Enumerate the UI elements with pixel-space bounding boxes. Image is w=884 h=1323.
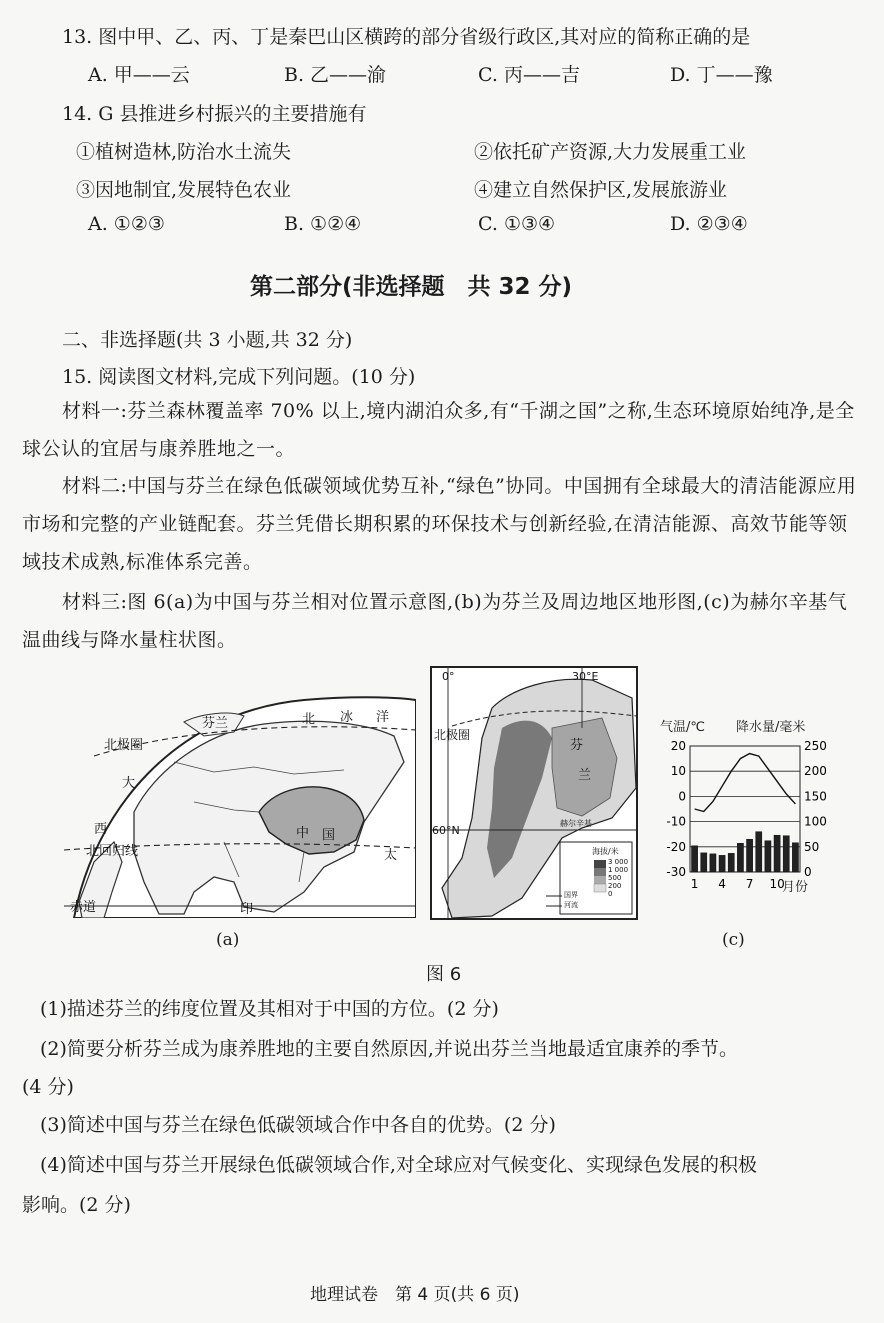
map-a-label-da: 大	[122, 776, 136, 791]
precip-bar	[774, 835, 780, 872]
q13-option-a[interactable]: A. 甲——云	[88, 64, 190, 86]
map-a-svg	[64, 692, 416, 918]
temperature-line	[695, 754, 796, 812]
page-footer: 地理试卷 第 4 页(共 6 页)	[310, 1285, 520, 1305]
precip-bar	[747, 839, 753, 872]
map-b-label-0: 0°	[442, 670, 455, 683]
figure-6a-label: (a)	[216, 930, 240, 950]
chart-ytick-right: 250	[804, 739, 827, 753]
chart-xtick: 10	[769, 877, 785, 891]
map-a-label-arctic-circle: 北极圈	[104, 738, 144, 753]
chart-ytick-left: -20	[666, 839, 686, 854]
q14-item-3: ③因地制宜,发展特色农业	[76, 179, 292, 201]
q14-option-b[interactable]: B. ①②④	[284, 213, 362, 235]
q13-option-c[interactable]: C. 丙——吉	[478, 64, 580, 86]
figure-caption: 图 6	[426, 964, 462, 985]
legend-level-500: 500	[608, 874, 622, 882]
map-a-label-xi: 西	[94, 822, 108, 837]
precip-bar	[792, 843, 798, 872]
precip-bar	[728, 853, 734, 872]
sub-question-4-points: 影响。(2 分)	[22, 1194, 131, 1216]
material-3: 材料三:图 6(a)为中国与芬兰相对位置示意图,(b)为芬兰及周边地区地形图,(c)为赫尔辛基气温曲线与降水量柱状图。	[22, 591, 848, 651]
map-a-label-ocean: 洋	[376, 710, 390, 725]
chart-xtick: 7	[745, 877, 754, 891]
map-b-label-helsinki: 赫尔辛基	[560, 819, 592, 828]
precip-bar	[783, 836, 789, 872]
precip-bar	[719, 855, 725, 872]
legend-swatch-500	[594, 876, 606, 884]
legend-swatch-200	[594, 884, 606, 892]
map-a-label-tai: 太	[384, 848, 398, 863]
precip-bar	[765, 841, 771, 872]
q14-item-1: ①植树造林,防治水土流失	[76, 141, 292, 163]
map-a-label-ice: 冰	[340, 710, 354, 725]
map-a-label-zhong: 中	[296, 826, 310, 841]
figure-6c-chart	[650, 710, 870, 900]
map-b-label-fen: 芬	[570, 738, 584, 753]
climate-chart-svg	[650, 710, 870, 900]
sub-question-2: (2)简要分析芬兰成为康养胜地的主要自然原因,并说出芬兰当地最适宜康养的季节。	[40, 1038, 738, 1060]
chart-xtick: 4	[718, 877, 726, 891]
sub-question-4: (4)简述中国与芬兰开展绿色低碳领域合作,对全球应对气候变化、实现绿色发展的积极	[40, 1154, 757, 1176]
legend-level-3000: 3 000	[608, 858, 629, 866]
map-b-label-lan: 兰	[578, 768, 592, 783]
q13-option-d[interactable]: D. 丁——豫	[670, 64, 773, 86]
figure-6a-map	[64, 692, 416, 918]
map-b-label-30e: 30°E	[572, 670, 599, 683]
map-a-label-tropic: 北回归线	[86, 844, 139, 859]
figure-6b-map	[430, 666, 638, 920]
chart-ytick-right: 150	[804, 789, 827, 804]
q14-stem: 14. G 县推进乡村振兴的主要措施有	[62, 103, 367, 125]
q15-stem: 15. 阅读图文材料,完成下列问题。(10 分)	[62, 366, 416, 388]
legend-swatch-1000	[594, 868, 606, 876]
map-a-label-yin: 印	[240, 902, 254, 917]
chart-ytick-left: 10	[670, 764, 686, 779]
chart-xlabel: 月份	[782, 880, 809, 895]
chart-ytick-left: 0	[678, 789, 686, 804]
legend-river-label: 河流	[564, 901, 578, 909]
sub-question-3: (3)简述中国与芬兰在绿色低碳领域合作中各自的优势。(2 分)	[40, 1114, 556, 1136]
part2-title: 第二部分(非选择题 共 32 分)	[250, 274, 573, 300]
q14-option-c[interactable]: C. ①③④	[478, 213, 556, 235]
chart-ytick-left: -30	[666, 865, 686, 879]
sub-question-2-points: (4 分)	[22, 1076, 74, 1098]
map-b-svg	[432, 668, 636, 918]
q14-option-a[interactable]: A. ①②③	[88, 213, 165, 235]
chart-xtick: 1	[690, 877, 699, 891]
section-heading: 二、非选择题(共 3 小题,共 32 分)	[62, 329, 353, 351]
legend-level-0: 0	[608, 890, 613, 898]
legend-level-1000: 1 000	[608, 866, 629, 874]
chart-ytick-left: 20	[670, 739, 686, 753]
map-b-label-60n: 60°N	[432, 824, 460, 837]
chart-ytick-right: 200	[804, 764, 827, 779]
chart-ylabel-left: 气温/℃	[660, 720, 705, 735]
precip-bar	[737, 843, 743, 872]
chart-ytick-left: -10	[666, 814, 686, 829]
map-a-label-guo: 国	[322, 828, 336, 843]
q14-item-2: ②依托矿产资源,大力发展重工业	[474, 141, 747, 163]
chart-ytick-right: 0	[804, 865, 812, 879]
map-a-label-equator: 赤道	[70, 900, 97, 915]
map-a-label-finland: 芬兰	[202, 716, 229, 731]
precip-bar	[701, 853, 707, 872]
chart-ytick-right: 50	[804, 839, 820, 854]
map-a-label-north: 北	[302, 712, 316, 727]
precip-bar	[710, 854, 716, 872]
chart-ytick-right: 100	[804, 814, 827, 829]
q14-option-d[interactable]: D. ②③④	[670, 213, 748, 235]
legend-swatch-3000	[594, 860, 606, 868]
material-2: 材料二:中国与芬兰在绿色低碳领域优势互补,“绿色”协同。中国拥有全球最大的清洁能源应用市场和完整的产业链配套。芬兰凭借长期积累的环保技术与创新经验,在清洁能源、高效节能等领域技术成熟,标准体系完善。	[22, 475, 857, 573]
map-b-label-arctic: 北极圈	[434, 728, 471, 742]
map-b-legend-title: 海拔/米	[592, 847, 619, 856]
q13-stem: 13. 图中甲、乙、丙、丁是秦巴山区横跨的部分省级行政区,其对应的简称正确的是	[62, 26, 751, 48]
precip-bar	[756, 832, 762, 872]
q14-item-4: ④建立自然保护区,发展旅游业	[474, 179, 728, 201]
precip-bar	[692, 846, 698, 872]
chart-ylabel-right: 降水量/毫米	[736, 720, 806, 735]
sub-question-1: (1)描述芬兰的纬度位置及其相对于中国的方位。(2 分)	[40, 998, 499, 1020]
legend-border-label: 国界	[564, 891, 578, 899]
figure-6c-label: (c)	[722, 930, 745, 950]
material-1: 材料一:芬兰森林覆盖率 70% 以上,境内湖泊众多,有“千湖之国”之称,生态环境原始纯净,是全球公认的宜居与康养胜地之一。	[22, 400, 855, 460]
q13-option-b[interactable]: B. 乙——渝	[284, 64, 387, 86]
legend-level-200: 200	[608, 882, 622, 890]
